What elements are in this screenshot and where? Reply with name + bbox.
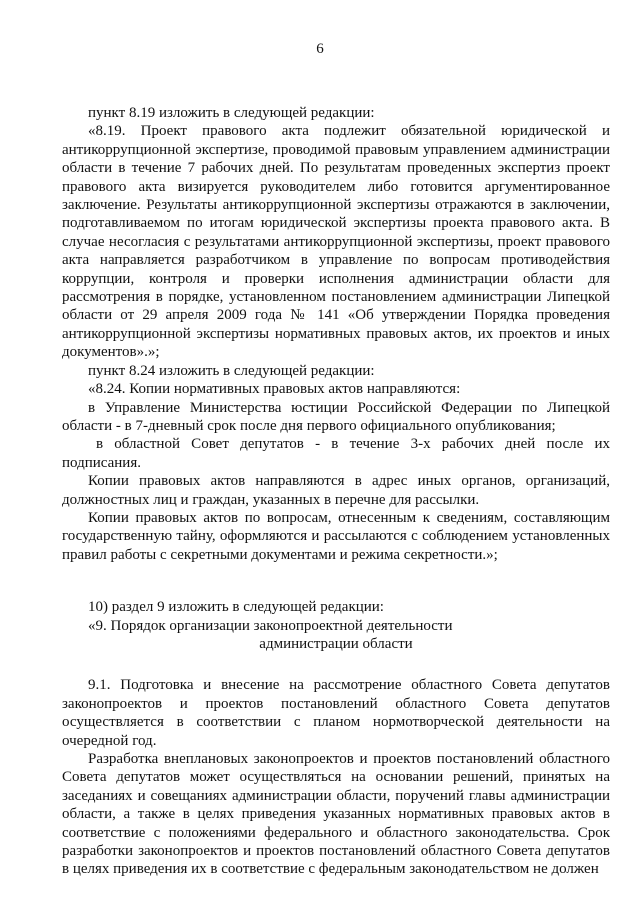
paragraph-8-24-intro: пункт 8.24 изложить в следующей редакции: — [88, 362, 375, 379]
paragraph-regional-council: в областной Совет депутатов - в течение 3-х рабочих дней после их подписания. — [62, 436, 610, 471]
paragraph-copies-others: Копии правовых актов направляются в адрес иных органов, организаций, должностных лиц и граждан, указанных в перечне для рассылки. — [62, 473, 610, 508]
paragraph-9-1-unplanned: Разработка внеплановых законопроектов и проектов постановлений областного Совета депутатов может осуществляться на основании решений, принятых на заседаниях и совещаниях администрации области, поручений главы администрации области, а также в целях приведения указанных нормативных правовых актов в соответствие с положениями федерального и областного законодательства. Срок разработки законопроектов и проектов постановлений областного Совета депутатов в целях приведения их в соответствие с федеральным законодательством не должен — [62, 751, 610, 878]
paragraph-copies-secret: Копии правовых актов по вопросам, отнесенным к сведениям, составляющим государственную тайну, оформляются и рассылаются с соблюдением установленных правил работы с секретными документами и режима секретности.»; — [62, 509, 610, 563]
section-9-title-line1: «9. Порядок организации законопроектной деятельности — [88, 617, 453, 634]
paragraph-section-9-intro: 10) раздел 9 изложить в следующей редакции: — [88, 599, 384, 616]
paragraph-9-1: 9.1. Подготовка и внесение на рассмотрение областного Совета депутатов законопроектов и проектов постановлений областного Совета депутатов осуществляется в соответствии с планом нормотворческой деятельности на очередной год. — [62, 677, 610, 749]
paragraph-8-19-intro: пункт 8.19 изложить в следующей редакции: — [88, 105, 375, 121]
section-9-title-line2: администрации области — [259, 635, 413, 652]
document-body — [62, 104, 610, 879]
paragraph-8-24-heading: «8.24. Копии нормативных правовых актов направляются: — [88, 381, 461, 398]
paragraph-ministry-justice: в Управление Министерства юстиции Российской Федерации по Липецкой области - в 7-дневный срок после дня первого официального опубликования; — [62, 399, 610, 434]
paragraph-8-19-text: «8.19. Проект правового акта подлежит обязательной юридической и антикоррупционной экспертизе, проводимой правовым управлением администрации области в течение 7 рабочих дней. По результатам проведенных экспертиз проект правового акта визируется руководителем либо готовится аргументированное заключение. Результаты антикоррупционной экспертизы отражаются в заключении, подготавливаемом по итогам юридической экспертизы проекта правового акта. В случае несогласия с результатами антикоррупционной экспертизы, проект правового акта направляется разработчиком в управление по вопросам противодействия коррупции, контроля и проверки исполнения администрации области для рассмотрения в порядке, установленном постановлением администрации Липецкой области от 29 апреля 2009 года № 141 «Об утверждении Порядка проведения антикоррупционной экспертизы нормативных правовых актов, их проектов и иных документов».»; — [62, 123, 610, 361]
page-number: 6 — [316, 41, 324, 57]
